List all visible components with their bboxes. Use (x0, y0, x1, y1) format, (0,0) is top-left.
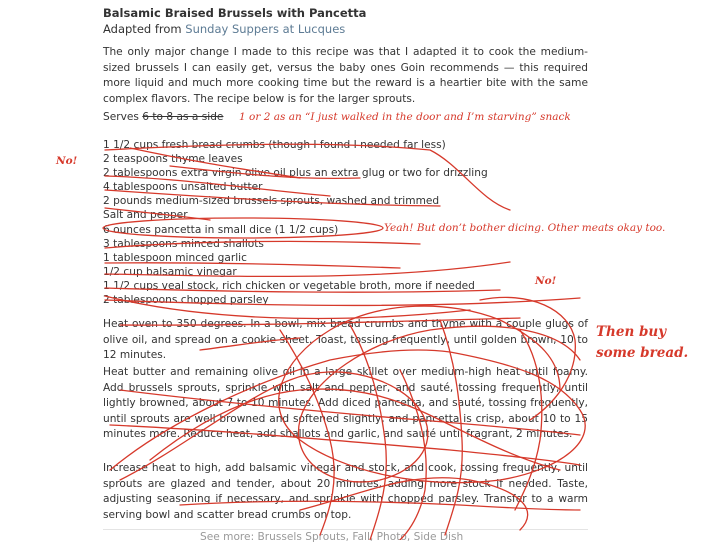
recipe-title: Balsamic Braised Brussels with Pancetta (103, 6, 367, 20)
strike-line (105, 241, 420, 248)
step-paragraph: Heat oven to 350 degrees. In a bowl, mix bread crumbs and thyme with a couple glugs of olive oil, and spread on a cookie sheet. Toast, tossing frequently, until golden brown, 10 to 12 minutes. (103, 318, 588, 362)
strike-line (105, 296, 470, 318)
intro-paragraph: The only major change I made to this recipe was that I adapted it to cook the medium-sized brussels I can easily get, versus the baby ones Goin recommends — this required more liquid and much more cooking time but the reward is a heartier bite with the same complex flavors. The recipe below is for the larger sprouts. (103, 46, 588, 105)
strike-line (200, 338, 300, 350)
ingredient-item: 4 tablespoons unsalted butter (103, 181, 263, 194)
scribble (120, 326, 580, 482)
strike-line (105, 298, 580, 305)
serves-label: Serves (103, 111, 139, 123)
adapted-from-label: Adapted from (103, 22, 182, 36)
ingredient-item: 2 pounds medium-sized brussels sprouts, washed and trimmed (103, 195, 440, 208)
scribble (515, 330, 542, 510)
tags-footer[interactable]: See more: Brussels Sprouts, Fall, Photo, Side Dish (200, 531, 464, 543)
strike-line (105, 263, 400, 268)
strike-line (105, 144, 510, 210)
ingredient-item: 1 1/2 cups veal stock, rich chicken or vegetable broth, more if needed (103, 279, 475, 292)
pancetta-circle (103, 218, 383, 238)
step-paragraph: Heat butter and remaining olive oil in a large skillet over medium-high heat until foamy. Add brussels sprouts, sprinkle with salt and pepper, and sauté, tossing frequently, until lightly browned, about 7 to 10 minutes. Add diced pancetta, and sauté, tossing frequently, until sprouts are well browned and softened slightly, and pancetta is crisp, about 10 to 15 minutes more. Reduce heat, add shallots and garlic, and sauté until fragrant, 2 minutes. (103, 366, 588, 441)
ingredient-item: 3 tablespoons minced shallots (103, 237, 264, 250)
source-link[interactable]: Sunday Suppers at Lucques (185, 22, 346, 36)
strike-line (105, 262, 510, 276)
no-annotation-left: No! (56, 155, 78, 167)
ingredient-item: 2 tablespoons chopped parsley (103, 294, 269, 307)
serves-quantity-struck: 6 to 8 as a side (142, 111, 224, 123)
ingredient-item: 6 ounces pancetta in small dice (1 1/2 cups) (103, 223, 339, 236)
ingredient-item: Salt and pepper (103, 209, 188, 222)
scribble (480, 297, 575, 420)
ingredient-item: 1 1/2 cups fresh bread crumbs (though I found I needed far less) (103, 139, 446, 151)
bread-annotation-line2: some bread. (596, 345, 689, 361)
strike-line (105, 190, 440, 206)
no-annotation-right: No! (535, 275, 557, 287)
ingredient-item: 2 tablespoons extra virgin olive oil plus an extra glug or two for drizzling (103, 167, 488, 180)
serves-annotation: 1 or 2 as an “I just walked in the door and I’m starving” snack (239, 111, 571, 123)
ingredient-item: 2 teaspoons thyme leaves (103, 153, 243, 166)
step-paragraph: Increase heat to high, add balsamic vinegar and stock, and cook, tossing frequently, until sprouts are glazed and tender, about 20 minutes, adding more stock if needed. Taste, adjusting seasoning if necessary, and sprinkle with chopped parsley. Transfer to a warm serving bowl and scatter bread crumbs on top. (103, 462, 588, 521)
ingredient-item: 1/2 cup balsamic vinegar (103, 265, 237, 278)
scribble (150, 389, 560, 470)
strike-line (105, 288, 500, 292)
scribble (400, 370, 426, 540)
pancetta-annotation: Yeah! But don’t bother dicing. Other meats okay too. (384, 222, 666, 234)
bread-annotation-line1: Then buy (596, 324, 667, 340)
strike-line (105, 176, 330, 196)
strike-line (130, 148, 300, 178)
scribble (120, 390, 580, 435)
ingredient-item: 1 tablespoon minced garlic (103, 251, 247, 264)
